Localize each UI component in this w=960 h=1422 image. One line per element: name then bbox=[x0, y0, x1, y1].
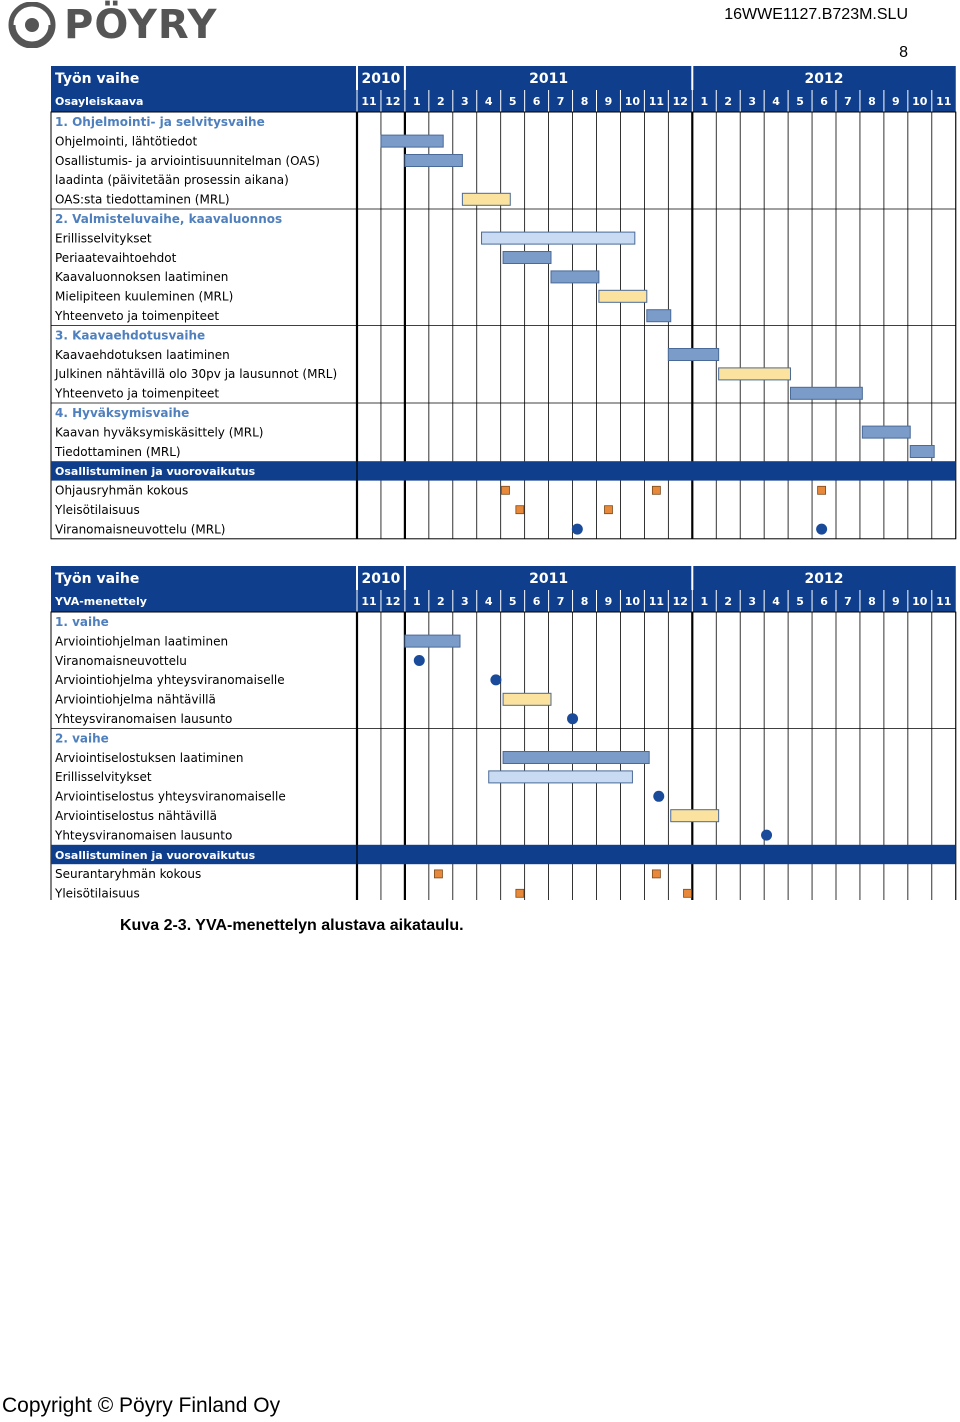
month-label: 6 bbox=[820, 95, 828, 108]
month-label: 1 bbox=[413, 95, 421, 108]
month-label: 3 bbox=[460, 95, 469, 108]
month-label: 9 bbox=[892, 95, 900, 108]
year-label: 2012 bbox=[804, 571, 844, 587]
task-bar bbox=[910, 446, 934, 458]
task-bar bbox=[862, 426, 910, 438]
month-label: 6 bbox=[820, 595, 828, 608]
milestone-dot bbox=[567, 713, 578, 724]
task-bar bbox=[462, 193, 510, 205]
task-label: Erillisselvitykset bbox=[55, 231, 152, 246]
section-label: 1. Ohjelmointi- ja selvitysvaihe bbox=[55, 115, 265, 129]
task-label: Periaatevaihtoehdot bbox=[55, 250, 177, 265]
month-label: 1 bbox=[413, 595, 421, 608]
month-label: 4 bbox=[484, 595, 493, 608]
month-label: 10 bbox=[912, 595, 928, 608]
block-subtitle: YVA-menettely bbox=[55, 595, 147, 608]
month-label: 5 bbox=[508, 95, 517, 108]
milestone-square bbox=[818, 486, 826, 494]
block-subtitle: Osayleiskaava bbox=[55, 95, 144, 108]
section-label: 2. vaihe bbox=[55, 731, 109, 746]
month-label: 12 bbox=[672, 595, 688, 608]
section-label: 4. Hyväksymisvaihe bbox=[55, 406, 190, 420]
task-label: Yhteenveto ja toimenpiteet bbox=[55, 309, 220, 323]
gantt-block bbox=[51, 566, 956, 900]
task-label: Yleisötilaisuus bbox=[55, 886, 140, 900]
year-label: 2011 bbox=[529, 71, 569, 87]
month-label: 11 bbox=[648, 595, 665, 608]
task-bar bbox=[790, 387, 862, 399]
month-label: 8 bbox=[868, 595, 876, 608]
task-label: Viranomaisneuvottelu bbox=[55, 653, 187, 668]
task-label: OAS:sta tiedottaminen (MRL) bbox=[55, 192, 230, 207]
task-bar bbox=[647, 310, 671, 322]
task-label: Ohjelmointi, lähtötiedot bbox=[55, 134, 198, 149]
task-label: Seurantaryhmän kokous bbox=[55, 867, 202, 882]
month-label: 11 bbox=[936, 595, 952, 608]
task-bar bbox=[671, 810, 719, 822]
document-id: 16WWE1127.B723M.SLU bbox=[724, 6, 908, 23]
month-label: 2 bbox=[436, 95, 445, 108]
task-label: Kaavaluonnoksen laatiminen bbox=[55, 270, 229, 285]
block-title: Työn vaihe bbox=[55, 571, 140, 587]
month-label: 11 bbox=[361, 95, 377, 108]
year-label: 2010 bbox=[361, 571, 401, 587]
month-label: 7 bbox=[556, 95, 565, 108]
month-label: 12 bbox=[385, 95, 401, 108]
month-label: 5 bbox=[796, 595, 804, 608]
month-label: 10 bbox=[912, 95, 928, 108]
month-label: 10 bbox=[624, 595, 641, 608]
block-title: Työn vaihe bbox=[55, 71, 140, 87]
task-label: Mielipiteen kuuleminen (MRL) bbox=[55, 289, 234, 304]
month-label: 7 bbox=[556, 595, 565, 608]
month-label: 2 bbox=[724, 95, 733, 108]
milestone-dot bbox=[816, 524, 827, 535]
band-label: Osallistuminen ja vuorovaikutus bbox=[55, 848, 256, 862]
task-label: Tiedottaminen (MRL) bbox=[55, 444, 181, 459]
section-label: 2. Valmisteluvaihe, kaavaluonnos bbox=[55, 212, 283, 226]
month-label: 3 bbox=[748, 595, 757, 608]
month-label: 1 bbox=[700, 595, 709, 608]
task-label: Ohjausryhmän kokous bbox=[55, 483, 189, 498]
month-label: 5 bbox=[508, 595, 517, 608]
month-label: 4 bbox=[772, 595, 780, 608]
task-bar bbox=[381, 135, 443, 147]
month-label: 2 bbox=[436, 595, 445, 608]
milestone-square bbox=[652, 486, 660, 494]
year-label: 2011 bbox=[529, 571, 569, 587]
month-label: 12 bbox=[385, 595, 401, 608]
task-label: Arviointiselostuksen laatiminen bbox=[55, 750, 244, 765]
task-label: Erillisselvitykset bbox=[55, 770, 152, 785]
month-label: 9 bbox=[604, 95, 613, 108]
month-label: 10 bbox=[624, 95, 641, 108]
task-bar bbox=[405, 155, 462, 167]
section-label: 1. vaihe bbox=[55, 615, 109, 629]
month-label: 12 bbox=[672, 95, 688, 108]
task-bar bbox=[503, 252, 551, 264]
task-label: Yleisötilaisuus bbox=[55, 503, 140, 517]
year-label: 2010 bbox=[361, 71, 401, 87]
month-label: 1 bbox=[700, 95, 709, 108]
month-label: 8 bbox=[580, 95, 589, 108]
milestone-square bbox=[516, 889, 524, 897]
milestone-square bbox=[434, 870, 442, 878]
task-label: Yhteysviranomaisen lausunto bbox=[55, 828, 233, 843]
task-bar bbox=[489, 771, 633, 783]
task-bar bbox=[551, 271, 599, 283]
month-label: 11 bbox=[936, 95, 952, 108]
task-bar bbox=[482, 232, 635, 244]
month-label: 2 bbox=[724, 595, 733, 608]
task-label: Osallistumis- ja arviointisuunnitelman (OAS) bbox=[55, 153, 320, 168]
month-label: 9 bbox=[604, 595, 613, 608]
milestone-dot bbox=[761, 830, 772, 841]
month-label: 11 bbox=[361, 595, 377, 608]
task-label: Viranomaisneuvottelu (MRL) bbox=[55, 522, 226, 537]
month-label: 4 bbox=[772, 95, 780, 108]
task-label: Kaavaehdotuksen laatiminen bbox=[55, 347, 230, 362]
task-label: Arviointiohjelma yhteysviranomaiselle bbox=[55, 673, 285, 688]
month-label: 3 bbox=[460, 595, 469, 608]
month-label: 6 bbox=[532, 95, 541, 108]
task-bar bbox=[503, 693, 551, 705]
milestone-dot bbox=[572, 524, 583, 535]
milestone-dot bbox=[653, 791, 664, 802]
month-label: 6 bbox=[532, 595, 541, 608]
figure-caption: Kuva 2-3. YVA-menettelyn alustava aikataulu. bbox=[120, 917, 464, 934]
task-label: laadinta (päivitetään prosessin aikana) bbox=[55, 173, 289, 188]
task-label: Arviointiselostus nähtävillä bbox=[55, 809, 217, 823]
month-label: 7 bbox=[844, 595, 852, 608]
task-label: Julkinen nähtävillä olo 30pv ja lausunnot (MRL) bbox=[55, 367, 338, 382]
task-label: Yhteenveto ja toimenpiteet bbox=[55, 386, 220, 401]
month-label: 8 bbox=[868, 95, 876, 108]
task-bar bbox=[405, 635, 460, 647]
milestone-dot bbox=[490, 674, 501, 685]
month-label: 5 bbox=[796, 95, 804, 108]
section-label: 3. Kaavaehdotusvaihe bbox=[55, 328, 206, 343]
milestone-square bbox=[684, 889, 692, 897]
task-label: Kaavan hyväksymiskäsittely (MRL) bbox=[55, 425, 264, 440]
month-label: 7 bbox=[844, 95, 852, 108]
task-label: Arviointiohjelman laatiminen bbox=[55, 634, 229, 649]
milestone-square bbox=[652, 870, 660, 878]
month-label: 8 bbox=[580, 595, 589, 608]
month-label: 11 bbox=[648, 95, 665, 108]
task-bar bbox=[599, 290, 647, 302]
month-label: 9 bbox=[892, 595, 900, 608]
milestone-square bbox=[604, 506, 612, 514]
milestone-square bbox=[501, 486, 509, 494]
band-label: Osallistuminen ja vuorovaikutus bbox=[55, 465, 256, 479]
task-label: Arviointiselostus yhteysviranomaiselle bbox=[55, 789, 286, 804]
task-bar bbox=[668, 349, 718, 361]
month-label: 3 bbox=[748, 95, 757, 108]
task-label: Yhteysviranomaisen lausunto bbox=[55, 712, 233, 726]
page-number: 8 bbox=[899, 44, 908, 61]
logo-text: PÖYRY bbox=[64, 2, 218, 48]
year-label: 2012 bbox=[804, 71, 844, 87]
copyright: Copyright © Pöyry Finland Oy bbox=[2, 1394, 281, 1417]
task-label: Arviointiohjelma nähtävillä bbox=[55, 692, 216, 707]
gantt-block bbox=[51, 66, 956, 539]
task-bar bbox=[719, 368, 791, 380]
task-bar bbox=[503, 752, 649, 764]
milestone-square bbox=[516, 506, 524, 514]
milestone-dot bbox=[414, 655, 425, 666]
month-label: 4 bbox=[484, 95, 493, 108]
